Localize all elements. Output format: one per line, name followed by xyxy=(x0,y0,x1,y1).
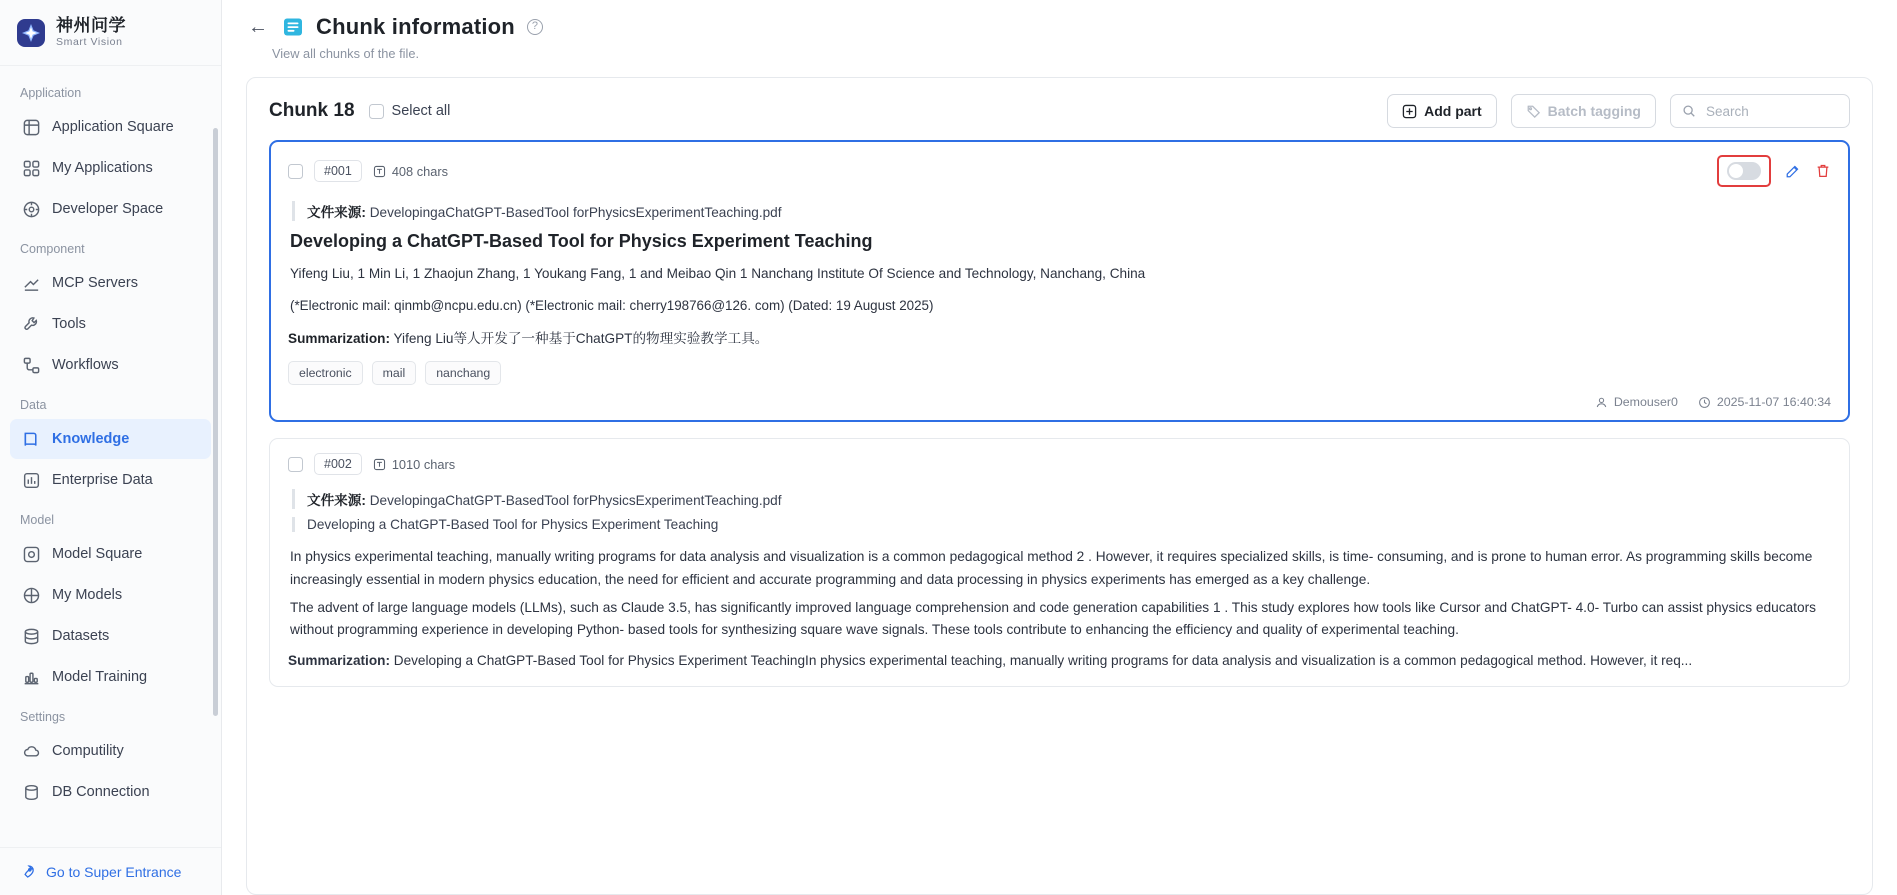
trash-icon[interactable] xyxy=(1815,163,1831,179)
chunk-chars-label: 1010 chars xyxy=(391,456,456,472)
chunk-panel xyxy=(246,77,1873,895)
toggle-knob xyxy=(1729,164,1743,178)
db-connection-icon xyxy=(22,783,41,802)
rocket-icon xyxy=(20,863,37,880)
summarization-label: Summarization: xyxy=(288,331,390,347)
chunk-timestamp: 2025-11-07 16:40:34 xyxy=(1716,395,1831,410)
sidebar-item-my-models[interactable] xyxy=(10,575,211,615)
chunk-id-badge: #001 xyxy=(314,160,362,182)
chunk-source-line xyxy=(292,201,1831,221)
page-subtitle: View all chunks of the file. xyxy=(272,46,420,61)
chunk-card[interactable] xyxy=(269,140,1850,422)
brand-name-en: Smart Vision xyxy=(56,35,123,48)
text-size-icon xyxy=(373,165,386,178)
page-header xyxy=(222,0,1897,71)
source-file: DevelopingaChatGPT-BasedTool forPhysicsExperimentTeaching.pdf xyxy=(369,493,782,509)
text-size-icon xyxy=(373,458,386,471)
sidebar-item-label: My Models xyxy=(52,587,123,603)
add-part-button[interactable] xyxy=(1387,94,1497,128)
chunk-author-meta xyxy=(1595,395,1678,409)
chunk-list xyxy=(247,140,1872,894)
nav-group-component: Component xyxy=(20,242,85,256)
nav-group-application: Application xyxy=(20,86,82,100)
sidebar-item-label: DB Connection xyxy=(52,784,150,800)
developer-icon xyxy=(22,200,41,219)
workflow-icon xyxy=(22,356,41,375)
sidebar-item-label: Workflows xyxy=(52,357,119,373)
nav-group-data: Data xyxy=(20,398,47,412)
grid-square-icon xyxy=(22,118,41,137)
sidebar-item-developer-space[interactable] xyxy=(10,189,211,229)
select-all-label: Select all xyxy=(391,103,451,119)
summarization-text: Developing a ChatGPT-Based Tool for Physics Experiment TeachingIn physics experimental teaching, manually writing programs for data analysis and visualization is a common pedagogical method. However, it req... xyxy=(393,653,1693,669)
go-to-super-entrance-button[interactable] xyxy=(0,847,221,895)
sidebar-item-db-connection[interactable] xyxy=(10,772,211,812)
sidebar-item-model-training[interactable] xyxy=(10,657,211,697)
sidebar-item-model-square[interactable] xyxy=(10,534,211,574)
sidebar-item-label: Model Training xyxy=(52,669,148,685)
search-box[interactable] xyxy=(1670,94,1850,128)
chunk-tag[interactable]: mail xyxy=(372,361,417,385)
tag-icon xyxy=(1526,104,1541,119)
cloud-icon xyxy=(22,742,41,761)
sidebar-item-label: My Applications xyxy=(52,160,153,176)
my-models-icon xyxy=(22,586,41,605)
chunk-chars xyxy=(373,164,448,179)
sidebar-item-label: Datasets xyxy=(52,628,110,644)
chunk-enable-toggle-highlight xyxy=(1717,155,1771,187)
chunk-source-subtitle: Developing a ChatGPT-Based Tool for Physics Experiment Teaching xyxy=(292,517,1831,532)
sidebar-item-label: Computility xyxy=(52,743,124,759)
page-title: Chunk information xyxy=(316,14,515,39)
edit-icon[interactable] xyxy=(1785,163,1801,179)
tools-icon xyxy=(22,315,41,334)
batch-tagging-button[interactable] xyxy=(1511,94,1656,128)
sidebar-item-application-square[interactable] xyxy=(10,107,211,147)
chunk-toolbar xyxy=(247,78,1872,140)
add-part-label: Add part xyxy=(1424,103,1482,119)
sidebar-scrollbar-thumb[interactable] xyxy=(213,128,218,716)
clock-icon xyxy=(1698,396,1711,409)
sidebar-item-label: Enterprise Data xyxy=(52,472,153,488)
sidebar-item-mcp-servers[interactable] xyxy=(10,263,211,303)
sparkle-logo-icon xyxy=(16,18,46,48)
sidebar-item-enterprise-data[interactable] xyxy=(10,460,211,500)
nav-group-model: Model xyxy=(20,513,55,527)
chunk-enable-toggle[interactable] xyxy=(1727,162,1761,180)
brand-name-cn: 神州问学 xyxy=(56,15,126,35)
sidebar-item-datasets[interactable] xyxy=(10,616,211,656)
chunk-summarization xyxy=(288,653,1831,668)
sidebar-item-tools[interactable] xyxy=(10,304,211,344)
chunk-card[interactable] xyxy=(269,438,1850,687)
sidebar-item-label: MCP Servers xyxy=(52,275,138,291)
chunk-contact-line: (*Electronic mail: qinmb@ncpu.edu.cn) (*Electronic mail: cherry198766@126. com) (Dated: 19 August 2025) xyxy=(290,298,934,314)
select-all-checkbox[interactable] xyxy=(369,104,384,119)
sidebar-nav xyxy=(0,66,221,847)
summarization-label: Summarization: xyxy=(288,653,390,669)
sidebar-item-my-applications[interactable] xyxy=(10,148,211,188)
back-arrow-icon[interactable]: ← xyxy=(248,16,268,38)
chunk-paragraph: In physics experimental teaching, manually writing programs for data analysis and visualization is a common pedagogical method 2 . However, it requires specialized skills, is time- consuming, and is prone to human error. As programming skills become increasingly essential in modern physics education, the need for efficient and accurate programming and data processing in physics experiments has emerged as a key challenge. xyxy=(290,549,1813,587)
chunk-chars-label: 408 chars xyxy=(391,163,449,179)
chunk-source-line xyxy=(292,489,1831,509)
chunk-doc-title: Developing a ChatGPT-Based Tool for Physics Experiment Teaching xyxy=(290,231,873,251)
chunk-count-title: Chunk 18 xyxy=(269,100,355,121)
training-icon xyxy=(22,668,41,687)
chunk-card-header xyxy=(288,453,1831,475)
summarization-text: Yifeng Liu等人开发了一种基于ChatGPT的物理实验教学工具。 xyxy=(393,331,769,347)
chunk-authors: Yifeng Liu, 1 Min Li, 1 Zhaojun Zhang, 1 Youkang Fang, 1 and Meibao Qin 1 Nanchang Institute Of Science and Technology, Nanchang, China xyxy=(290,266,1146,281)
datasets-icon xyxy=(22,627,41,646)
search-icon xyxy=(1682,104,1696,118)
sidebar-item-workflows[interactable] xyxy=(10,345,211,385)
chunk-tag[interactable]: electronic xyxy=(288,361,363,385)
source-file: DevelopingaChatGPT-BasedTool forPhysicsExperimentTeaching.pdf xyxy=(369,205,782,220)
plus-square-icon xyxy=(1402,104,1417,119)
chunk-author-name: Demouser0 xyxy=(1613,395,1678,410)
chunk-select-checkbox[interactable] xyxy=(288,164,303,179)
sidebar-item-label: Tools xyxy=(52,316,86,332)
apps-icon xyxy=(22,159,41,178)
sidebar-item-knowledge[interactable] xyxy=(10,419,211,459)
sidebar-item-label: Model Square xyxy=(52,546,143,562)
chunk-select-checkbox[interactable] xyxy=(288,457,303,472)
chunk-meta xyxy=(288,395,1831,409)
search-input[interactable] xyxy=(1704,103,1838,120)
sidebar-item-computility[interactable] xyxy=(10,731,211,771)
chunk-actions xyxy=(1717,155,1831,187)
source-label: 文件来源: xyxy=(307,493,366,509)
source-label: 文件来源: xyxy=(307,205,366,220)
chunk-chars xyxy=(373,457,455,472)
main-content xyxy=(222,0,1897,895)
help-circle-icon[interactable]: ? xyxy=(527,19,543,35)
brand[interactable] xyxy=(0,0,221,66)
select-all-control[interactable] xyxy=(369,103,451,119)
mcp-icon xyxy=(22,274,41,293)
sidebar xyxy=(0,0,222,895)
super-entrance-label: Go to Super Entrance xyxy=(46,863,182,880)
chunk-tag[interactable]: nanchang xyxy=(425,361,501,385)
chunk-doc-icon xyxy=(282,16,304,38)
chunk-summarization xyxy=(288,327,1831,347)
chunk-time-meta xyxy=(1698,395,1831,409)
chunk-card-header xyxy=(288,155,1831,187)
book-icon xyxy=(22,430,41,449)
sidebar-item-label: Developer Space xyxy=(52,201,164,217)
chunk-paragraph: The advent of large language models (LLMs), such as Claude 3.5, has significantly improved language comprehension and code generation capabilities 1 . This study explores how tools like Cursor and ChatGPT- 4.0- Turbo can assist physics educators without programming experience in developing Python- based tools for synthesizing square wave signals. These tools contribute to enhancing the efficiency and quality of experimental teaching. xyxy=(290,599,1816,637)
database-icon xyxy=(22,471,41,490)
batch-tagging-label: Batch tagging xyxy=(1547,103,1641,119)
sidebar-item-label: Knowledge xyxy=(52,431,130,447)
nav-group-settings: Settings xyxy=(20,710,66,724)
sidebar-item-label: Application Square xyxy=(52,119,174,135)
user-icon xyxy=(1595,396,1608,409)
chunk-tags xyxy=(288,361,1831,385)
chunk-id-badge: #002 xyxy=(314,453,362,475)
model-square-icon xyxy=(22,545,41,564)
